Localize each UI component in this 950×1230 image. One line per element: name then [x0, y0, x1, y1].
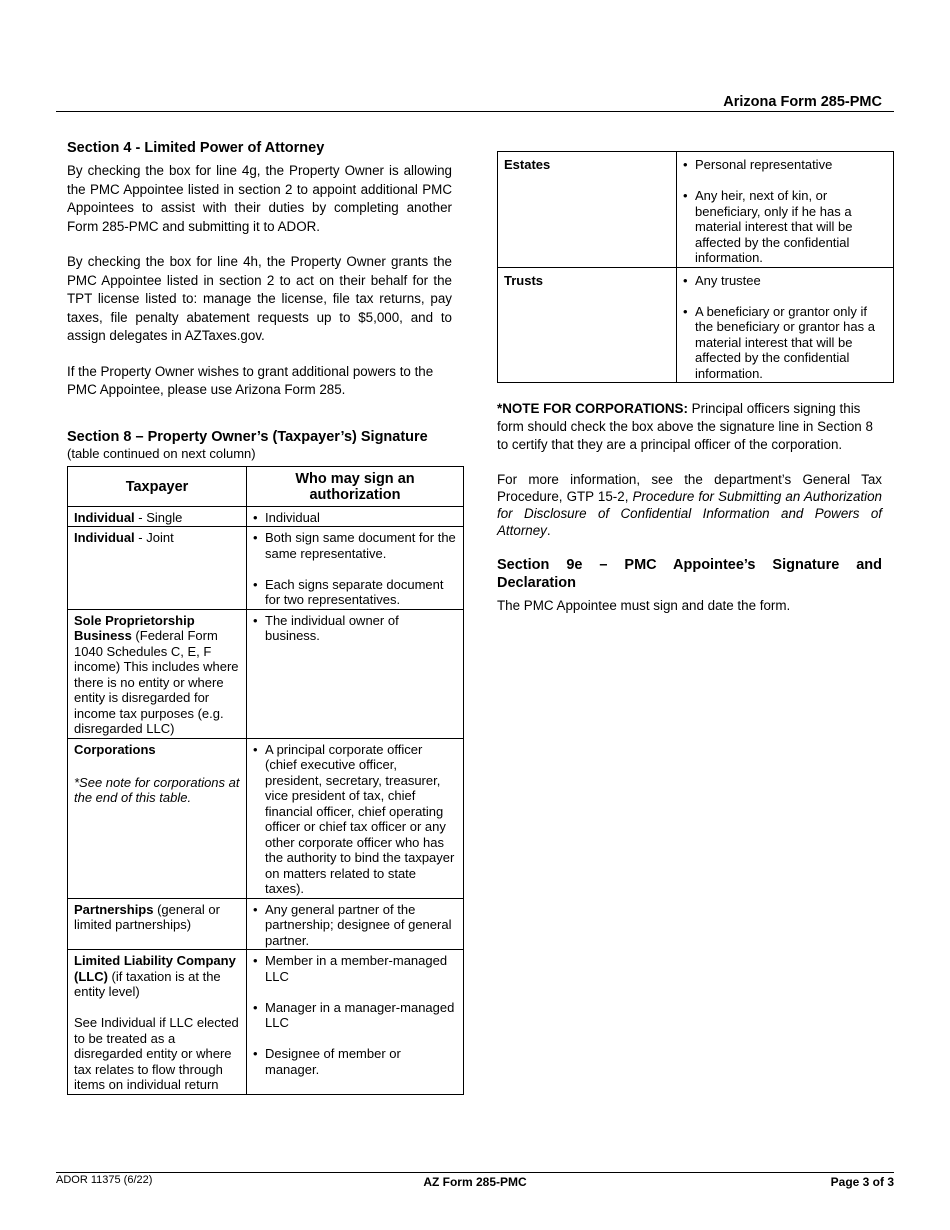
footer-rule — [56, 1172, 894, 1173]
more-info-lead: For more information, see the department’s General Tax Procedure, GTP 15-2, — [497, 472, 882, 504]
corporations-note-text: Principal officers signing this form should check the box above the signature line in Section 8 to certify that they are a principal officer of the corporation. — [497, 401, 873, 452]
signer-bullet: • Each signs separate document for two representatives. — [253, 577, 457, 608]
signer-bullet: • Individual — [253, 510, 457, 526]
signer-bullet: • Any trustee — [683, 273, 887, 289]
signer-bullet: • Both sign same document for the same representative. — [253, 530, 457, 561]
section9e-heading: Section 9e – PMC Appointee’s Signature and Declaration — [497, 557, 882, 591]
signature-authority-table-continued — [497, 151, 894, 383]
header-rule — [56, 111, 894, 112]
table-header-row — [68, 466, 464, 506]
taxpayer-type-detail: (general or limited partnerships) — [74, 901, 220, 932]
table-row — [68, 898, 464, 950]
footer-form-number: ADOR 11375 (6/22) — [56, 1174, 153, 1186]
signature-authority-table — [67, 466, 464, 1095]
taxpayer-type-detail: - Single — [134, 509, 183, 525]
right-column — [497, 151, 894, 616]
section4-paragraph-2: By checking the box for line 4h, the Property Owner grants the PMC Appointee listed in section 2 to act on their behalf for the TPT license listed to: manage the license, file tax returns, pay taxes, file penalty abatement requests up to $5,000, and to assign delegates in AZTaxes.gov. — [67, 254, 452, 343]
signer-bullet: • A principal corporate officer (chief executive officer, president, secretary, treasurer, vice president of tax, chief financial officer, chief operating officer or chief tax officer or any other corporate officer who has the authority to bind the taxpayer on matters related to state taxes). — [253, 742, 457, 897]
taxpayer-type-detail: - Joint — [134, 530, 174, 545]
more-info-end: . — [546, 523, 551, 538]
section8-subnote: (table continued on next column) — [67, 445, 256, 461]
more-info-paragraph — [497, 471, 894, 539]
gtp-document-title: Procedure for Submitting an Authorization for Disclosure of Confidential Information and Powers of Attorney — [497, 489, 882, 538]
signer-bullet: • Member in a member-managed LLC — [253, 953, 457, 984]
footer-page-number: Page 3 of 3 — [830, 1175, 894, 1189]
table-row — [68, 609, 464, 738]
table-row — [498, 152, 894, 268]
signer-bullet: • Manager in a manager-managed LLC — [253, 1000, 457, 1031]
taxpayer-type-label: Estates — [498, 152, 677, 268]
signer-bullet: • Any heir, next of kin, or beneficiary, only if he has a material interest that will be affected by the confidential information. — [683, 188, 887, 266]
table-row — [498, 267, 894, 383]
taxpayer-type-label: Corporations — [74, 741, 156, 757]
signer-bullet: • Any general partner of the partnership; designee of general partner. — [253, 902, 457, 949]
taxpayer-type-detail: (if taxation is at the entity level) — [74, 968, 221, 999]
column-header-who-may-sign: Who may sign an authorization — [247, 466, 464, 506]
section4-heading: Section 4 - Limited Power of Attorney — [67, 140, 325, 156]
table-row — [68, 738, 464, 898]
form-header-title: Arizona Form 285-PMC — [723, 94, 882, 110]
section8-heading: Section 8 – Property Owner’s (Taxpayer’s) Signature — [67, 428, 428, 445]
signer-bullet: • Designee of member or manager. — [253, 1046, 457, 1077]
taxpayer-type-label: Individual — [74, 509, 135, 525]
table-row — [68, 527, 464, 610]
table-row — [68, 950, 464, 1095]
section4-paragraph-3: If the Property Owner wishes to grant additional powers to the PMC Appointee, please use Arizona Form 285. — [67, 363, 434, 397]
taxpayer-type-label: Trusts — [498, 267, 677, 383]
corporations-note-reference: *See note for corporations at the end of this table. — [74, 774, 240, 805]
signer-bullet: • Personal representative — [683, 157, 887, 173]
llc-disregarded-note: See Individual if LLC elected to be treated as a disregarded entity or where tax relates to flow through items on individual return — [74, 1015, 239, 1092]
corporations-note-label: *NOTE FOR CORPORATIONS: — [497, 401, 688, 416]
left-column — [67, 139, 456, 1095]
table-row — [68, 506, 464, 527]
taxpayer-type-label: Partnerships — [74, 901, 154, 917]
taxpayer-type-label: Sole Proprietorship Business — [74, 612, 195, 643]
taxpayer-type-label: Limited Liability Company (LLC) — [74, 953, 236, 984]
footer-form-name: AZ Form 285-PMC — [423, 1175, 527, 1189]
column-header-taxpayer: Taxpayer — [68, 466, 247, 506]
section9e-text: The PMC Appointee must sign and date the form. — [497, 598, 791, 613]
signer-bullet: • The individual owner of business. — [253, 613, 457, 644]
corporations-note — [497, 400, 894, 454]
taxpayer-type-detail: (Federal Form 1040 Schedules C, E, F income) This includes where there is no entity or where entity is disregarded for income tax purposes (e.g. disregarded LLC) — [74, 628, 239, 736]
taxpayer-type-label: Individual — [74, 530, 135, 545]
signer-bullet: • A beneficiary or grantor only if the beneficiary or grantor has a material interest that will be affected by the confidential information. — [683, 304, 887, 382]
section4-paragraph-1: By checking the box for line 4g, the Property Owner is allowing the PMC Appointee listed in section 2 to appoint additional PMC Appointees to assist with their duties by completing another Form 285-PMC and submitting it to ADOR. — [67, 163, 452, 234]
